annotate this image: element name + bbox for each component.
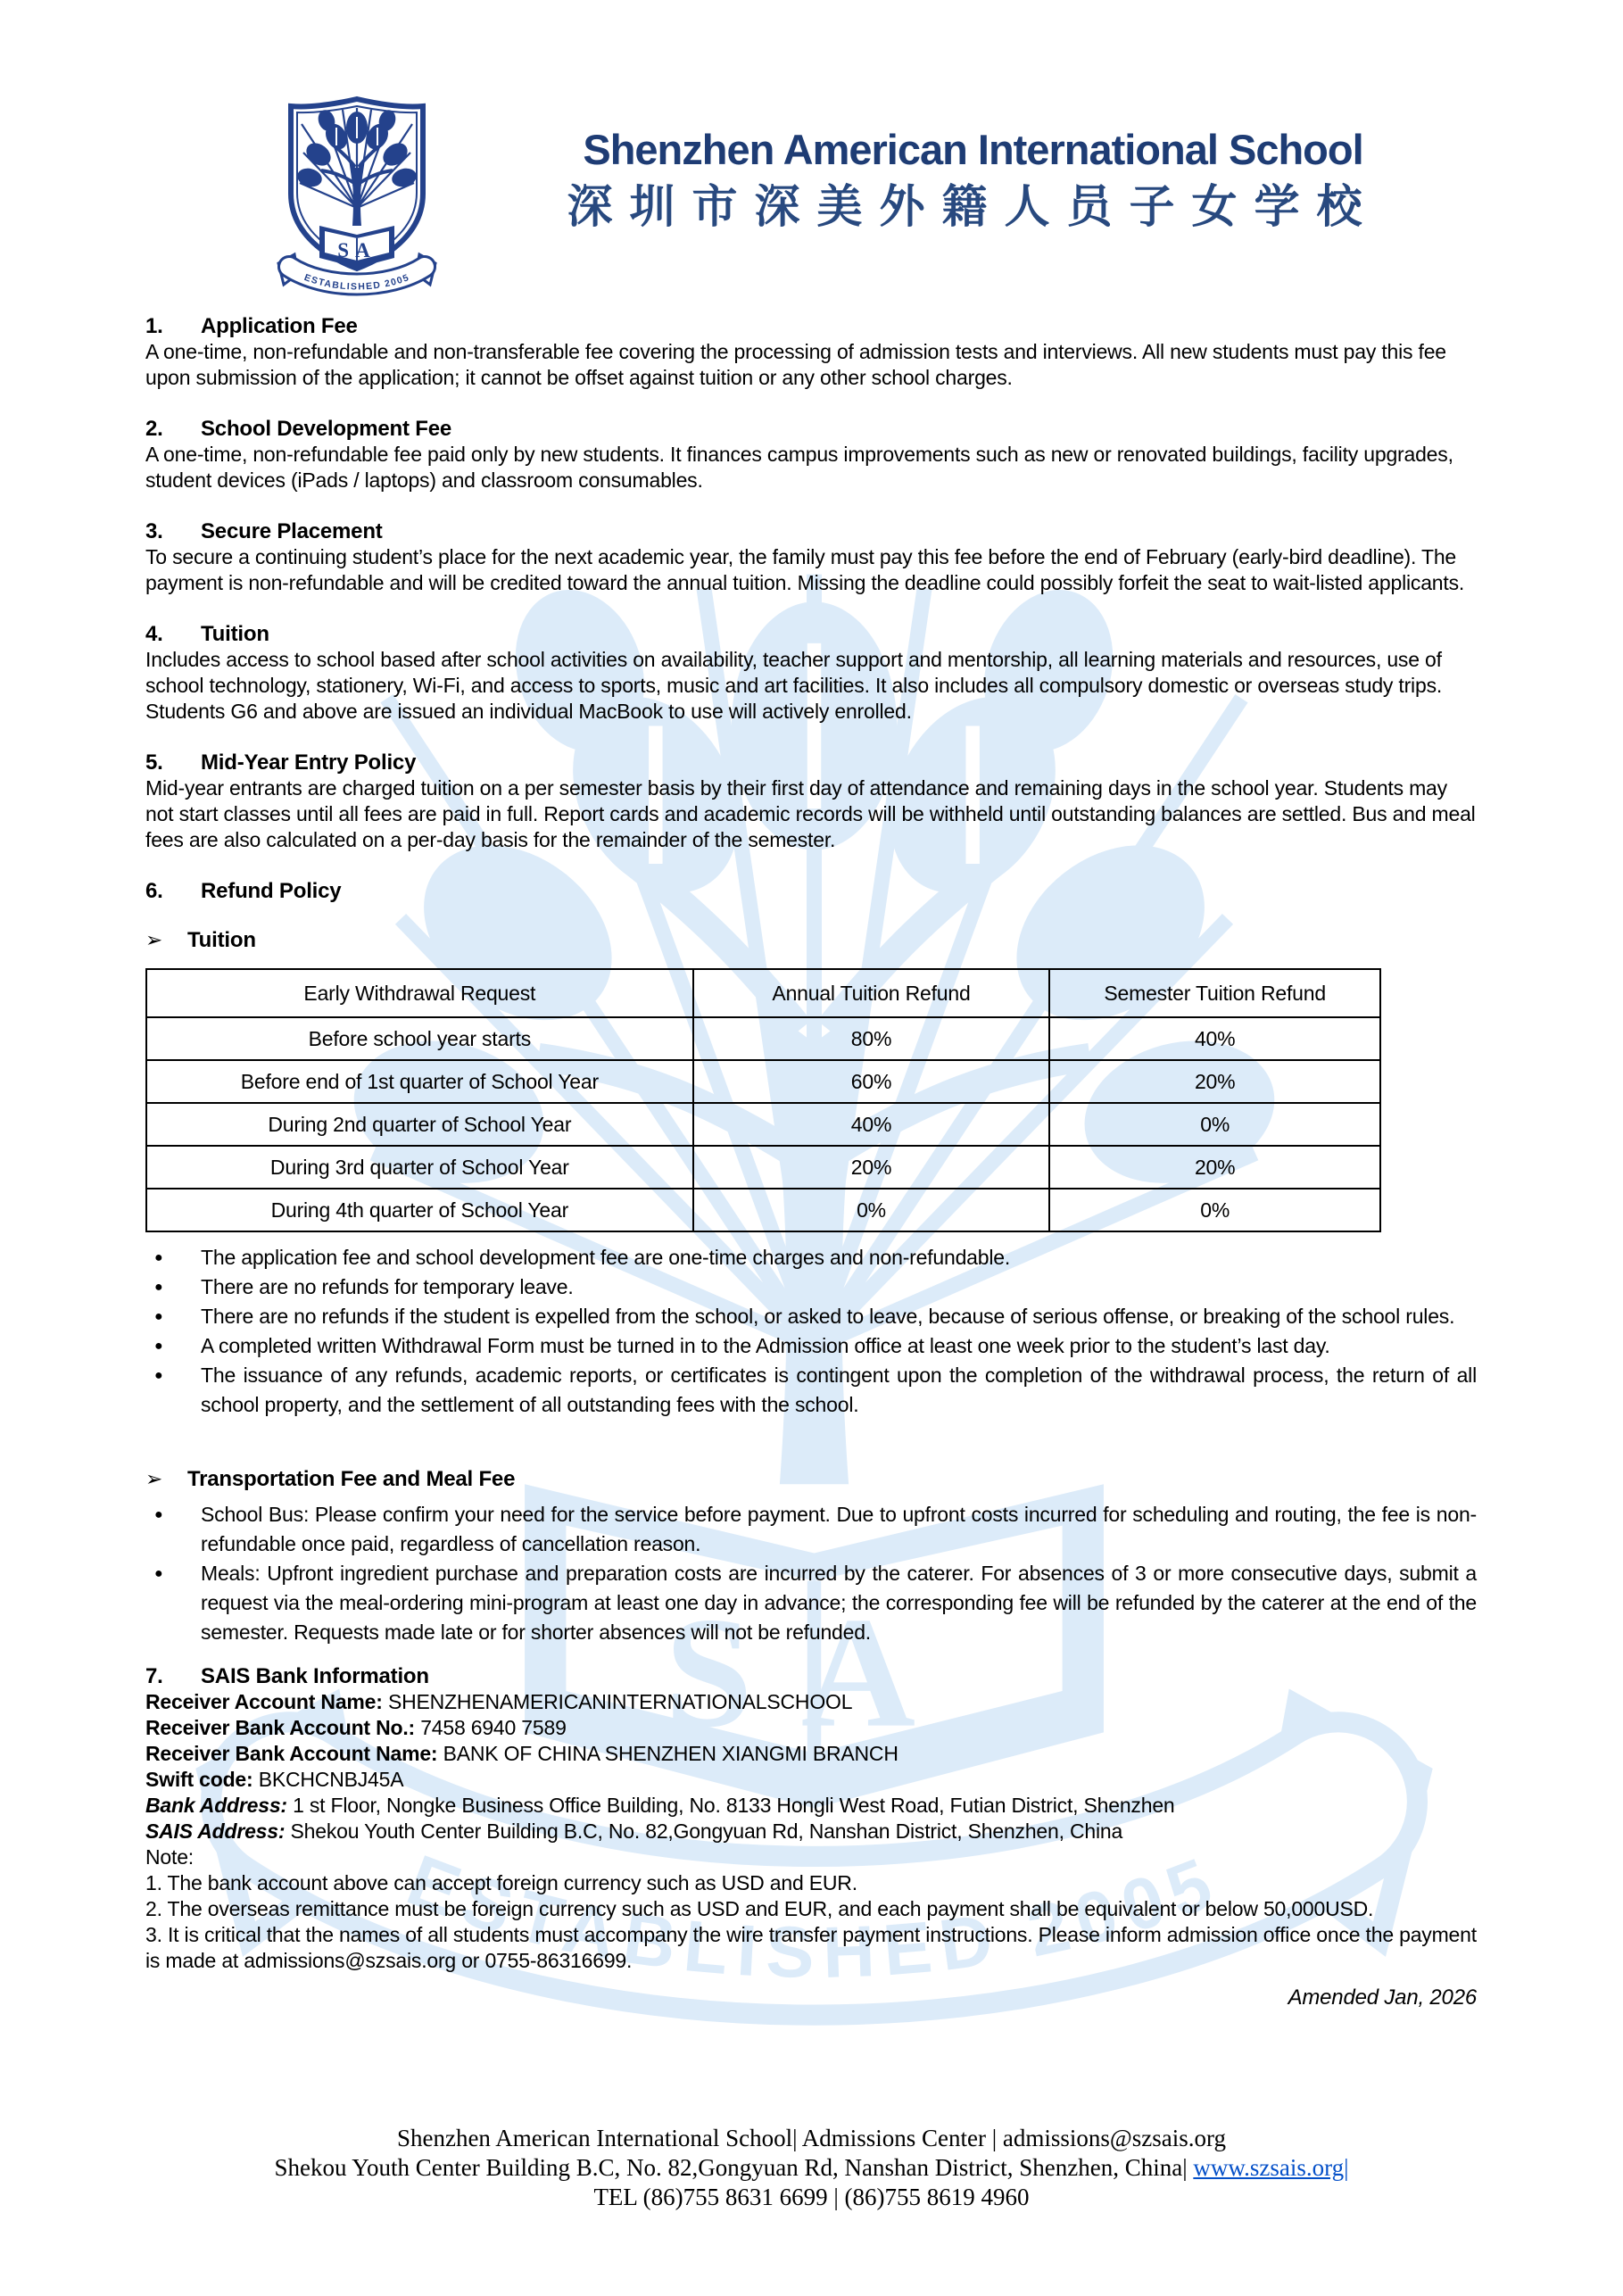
table-cell: 20% <box>1049 1146 1380 1189</box>
note-label: Note: <box>145 1845 194 1869</box>
school-name-chinese: 深圳市深美外籍人员子女学校 <box>567 181 1379 232</box>
section-number: 1. <box>145 314 163 338</box>
bank-field-value: 7458 6940 7589 <box>420 1716 567 1739</box>
section-number: 6. <box>145 879 163 903</box>
section-number: 2. <box>145 417 163 441</box>
table-row <box>146 1103 1380 1146</box>
section-title: SAIS Bank Information <box>201 1664 429 1688</box>
arrowhead-bullet-icon: ➢ <box>145 929 163 952</box>
table-cell: 20% <box>1049 1060 1380 1103</box>
section-body: A one-time, non-refundable and non-transferable fee covering the processing of admission tests and interviews. All new students must pay this fee upon submission of the application; it cannot be offset against tuition or any other school charges. <box>145 340 1446 389</box>
table-header-cell: Annual Tuition Refund <box>693 969 1050 1017</box>
section-number: 7. <box>145 1664 163 1688</box>
refund-bullet-list <box>145 1243 1477 1420</box>
table-cell: During 3rd quarter of School Year <box>146 1146 693 1189</box>
table-cell: During 2nd quarter of School Year <box>146 1103 693 1146</box>
section-title: School Development Fee <box>201 417 451 441</box>
section-heading <box>145 416 1477 442</box>
school-name-english: Shenzhen American International School <box>583 126 1363 173</box>
section-secure-placement <box>145 518 1477 596</box>
section-title: Refund Policy <box>201 879 342 903</box>
table-cell: 80% <box>693 1017 1050 1060</box>
section-body: A one-time, non-refundable fee paid only by new students. It finances campus improvements such as new or renovated buildings, facility upgrades, student devices (iPads / laptops) and classroom consumables. <box>145 443 1453 492</box>
section-heading <box>145 621 1477 647</box>
section-heading <box>145 1663 1477 1689</box>
bank-field-value: BKCHCNBJ45A <box>258 1768 404 1791</box>
table-cell: Before end of 1st quarter of School Year <box>146 1060 693 1103</box>
bank-field-account-number <box>145 1715 1477 1741</box>
bank-field-value: Shekou Youth Center Building B.C, No. 82,Gongyuan Rd, Nanshan District, Shenzhen, China <box>290 1819 1123 1843</box>
table-cell: 20% <box>693 1146 1050 1189</box>
section-bank-information <box>145 1663 1477 1689</box>
section-body: To secure a continuing student’s place for the next academic year, the family must pay this fee before the end of February (early-bird deadline). The payment is non-refundable and will be credited toward the annual tuition. Missing the deadline could possibly forfeit the seat to wait-listed applicants. <box>145 545 1465 594</box>
section-refund-policy <box>145 878 1477 904</box>
table-cell: 40% <box>693 1103 1050 1146</box>
transport-bullet-list <box>145 1500 1477 1647</box>
section-body: Mid-year entrants are charged tuition on a per semester basis by their first day of attendance and remaining days in the school year. Students may not start classes until all fees are paid in full. Report cards and academic records will be withheld until outstanding balances are settled. Bus and meal fees are also calculated on a per-day basis for the remainder of the semester. <box>145 776 1476 851</box>
note-item: 3. It is critical that the names of all students must accompany the wire transfer payment instructions. Please inform admission office once the payment is made at admissions@szsais.org or 0755-86316699. <box>145 1923 1477 1972</box>
letterhead <box>268 94 1477 303</box>
refund-table <box>145 968 1381 1232</box>
footer-line-contact: Shenzhen American International School| Admissions Center | admissions@szsais.org <box>396 2125 1227 2151</box>
section-body: Includes access to school based after school activities on availability, teacher support and mentorship, all learning materials and resources, use of school technology, stationery, Wi-Fi, and access to sports, music and art facilities. It also includes all compulsory domestic or overseas study trips. Students G6 and above are issued an individual MacBook to use will actively enrolled. <box>145 648 1443 723</box>
bank-field-value: BANK OF CHINA SHENZHEN XIANGMI BRANCH <box>443 1742 898 1765</box>
bullet-item: ● There are no refunds if the student is expelled from the school, or asked to leave, because of serious offense, or breaking of the school rules. <box>145 1302 1477 1331</box>
section-application-fee <box>145 313 1477 391</box>
school-titles <box>469 124 1477 303</box>
section-number: 3. <box>145 519 163 543</box>
section-school-development-fee <box>145 416 1477 493</box>
subsection-label: Tuition <box>187 928 256 952</box>
subsection-tuition-refund <box>145 927 1477 954</box>
bullet-item: ● School Bus: Please confirm your need for the service before payment. Due to upfront costs incurred for scheduling and routing, the fee is non-refundable once paid, regardless of cancellation reason. <box>145 1500 1477 1559</box>
table-header-cell: Early Withdrawal Request <box>146 969 693 1017</box>
table-cell: 0% <box>693 1189 1050 1231</box>
bullet-item: ● A completed written Withdrawal Form must be turned in to the Admission office at least one week prior to the student’s last day. <box>145 1331 1477 1361</box>
bank-field-label: Receiver Bank Account Name: <box>145 1742 438 1765</box>
footer-line-telephone: TEL (86)755 8631 6699 | (86)755 8619 4960 <box>593 2184 1030 2210</box>
bullet-item: ● Meals: Upfront ingredient purchase and preparation costs are incurred by the caterer. For absences of 3 or more consecutive days, submit a request via the meal-ordering mini-program at least one day in advance; the corresponding fee will be refunded by the caterer at the end of the semester. Requests made late or for shorter absences will not be refunded. <box>145 1559 1477 1647</box>
section-mid-year-entry-policy <box>145 750 1477 853</box>
table-cell: 0% <box>1049 1189 1380 1231</box>
bank-field-value: 1 st Floor, Nongke Business Office Building, No. 8133 Hongli West Road, Futian District, Shenzhen <box>293 1794 1175 1817</box>
section-title: Mid-Year Entry Policy <box>201 750 417 775</box>
table-row <box>146 1060 1380 1103</box>
bullet-item: ● The issuance of any refunds, academic reports, or certificates is contingent upon the completion of the withdrawal process, the return of all school property, and the settlement of all outstanding fees with the school. <box>145 1361 1477 1420</box>
footer-address-text: Shekou Youth Center Building B.C, No. 82,Gongyuan Rd, Nanshan District, Shenzhen, China| <box>274 2154 1194 2181</box>
section-heading <box>145 518 1477 544</box>
section-title: Tuition <box>201 622 269 646</box>
table-cell: 60% <box>693 1060 1050 1103</box>
section-tuition <box>145 621 1477 725</box>
section-number: 5. <box>145 750 163 775</box>
bullet-item: ● The application fee and school development fee are one-time charges and non-refundable. <box>145 1243 1477 1272</box>
table-header-cell: Semester Tuition Refund <box>1049 969 1380 1017</box>
table-cell: Before school year starts <box>146 1017 693 1060</box>
footer-line-address <box>0 2153 1623 2183</box>
arrowhead-bullet-icon: ➢ <box>145 1468 163 1491</box>
bank-field-label: Bank Address: <box>145 1794 287 1817</box>
table-row <box>146 1189 1380 1231</box>
table-cell: 40% <box>1049 1017 1380 1060</box>
section-title: Secure Placement <box>201 519 383 543</box>
table-cell: During 4th quarter of School Year <box>146 1189 693 1231</box>
subsection-label: Transportation Fee and Meal Fee <box>187 1467 516 1491</box>
table-header-row <box>146 969 1380 1017</box>
bank-field-label: Swift code: <box>145 1768 253 1791</box>
table-cell: 0% <box>1049 1103 1380 1146</box>
note-item: 1. The bank account above can accept foreign currency such as USD and EUR. <box>145 1871 857 1894</box>
bullet-item: ● There are no refunds for temporary leave. <box>145 1272 1477 1302</box>
section-heading <box>145 878 1477 904</box>
bank-field-receiver-account-name <box>145 1689 1477 1715</box>
section-title: Application Fee <box>201 314 358 338</box>
bank-field-sais-address <box>145 1819 1477 1844</box>
table-row <box>146 1146 1380 1189</box>
school-crest-icon <box>268 94 446 303</box>
table-row <box>146 1017 1380 1060</box>
amended-date: Amended Jan, 2026 <box>1288 1985 1477 2010</box>
website-link[interactable]: www.szsais.org| <box>1193 2154 1349 2181</box>
bank-field-value: SHENZHENAMERICANINTERNATIONALSCHOOL <box>387 1690 853 1713</box>
bank-field-label: Receiver Bank Account No.: <box>145 1716 415 1739</box>
bank-field-swift-code <box>145 1767 1477 1793</box>
section-heading <box>145 750 1477 775</box>
section-number: 4. <box>145 622 163 646</box>
bank-field-bank-name <box>145 1741 1477 1767</box>
bank-field-bank-address <box>145 1793 1477 1819</box>
note-item: 2. The overseas remittance must be foreign currency such as USD and EUR, and each payment shall be equivalent or below 50,000USD. <box>145 1897 1374 1920</box>
bank-field-label: Receiver Account Name: <box>145 1690 383 1713</box>
bank-field-label: SAIS Address: <box>145 1819 286 1843</box>
page-footer <box>0 2124 1623 2212</box>
subsection-transport-meal <box>145 1466 1477 1493</box>
section-heading <box>145 313 1477 339</box>
